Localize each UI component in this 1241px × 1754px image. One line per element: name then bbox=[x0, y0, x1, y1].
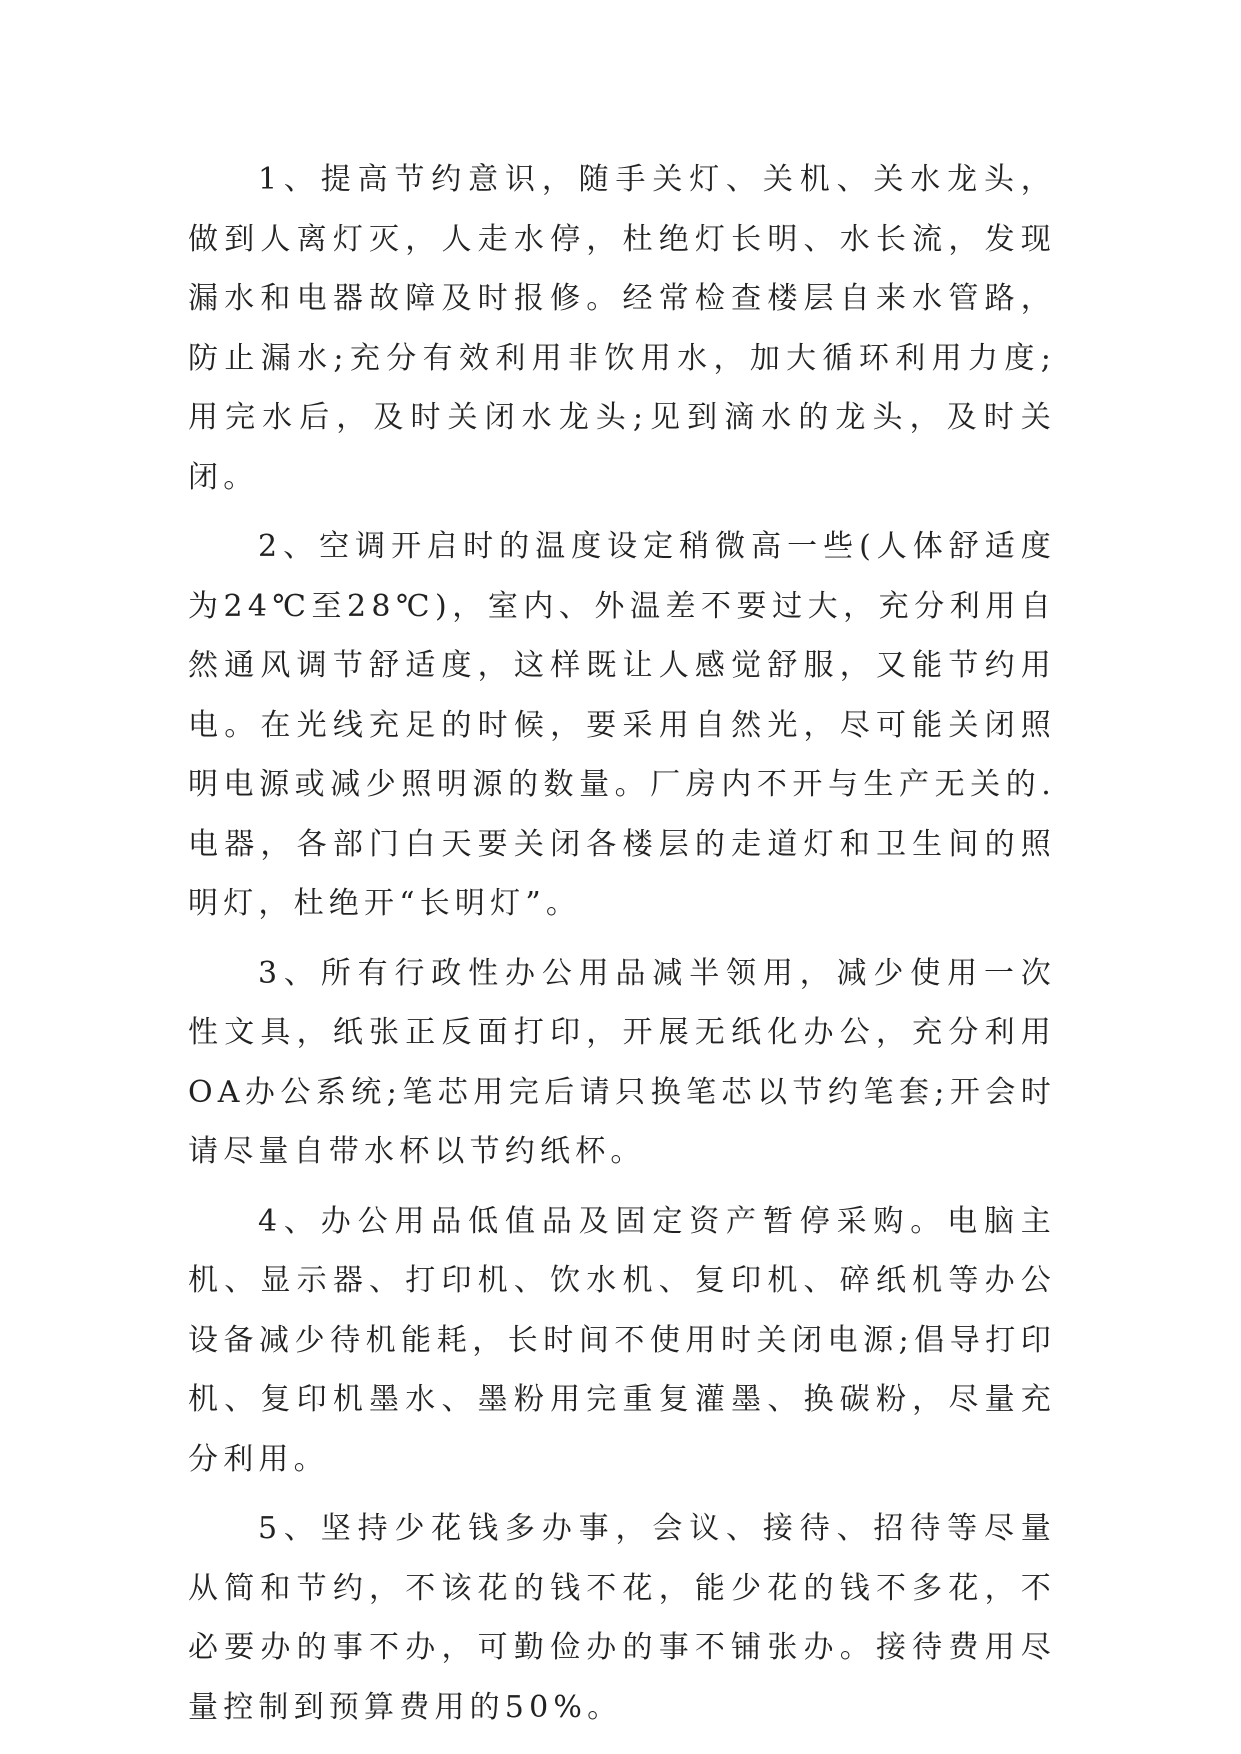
paragraph-1: 1、提高节约意识，随手关灯、关机、关水龙头，做到人离灯灭，人走水停，杜绝灯长明、水长流，发现漏水和电器故障及时报修。经常检查楼层自来水管路，防止漏水;充分有效利用非饮用水，加大循环利用力度;用完水后，及时关闭水龙头;见到滴水的龙头，及时关闭。 bbox=[188, 162, 1056, 495]
paragraph-3: 3、所有行政性办公用品减半领用，减少使用一次性文具，纸张正反面打印，开展无纸化办公，充分利用OA办公系统;笔芯用完后请只换笔芯以节约笔套;开会时请尽量自带水杯以节约纸杯。 bbox=[188, 955, 1056, 1169]
paragraph-4: 4、办公用品低值品及固定资产暂停采购。电脑主机、显示器、打印机、饮水机、复印机、碎纸机等办公设备减少待机能耗，长时间不使用时关闭电源;倡导打印机、复印机墨水、墨粉用完重复灌墨、换碳粉，尽量充分利用。 bbox=[188, 1203, 1056, 1477]
paragraph-5: 5、坚持少花钱多办事，会议、接待、招待等尽量从简和节约，不该花的钱不花，能少花的钱不多花，不必要办的事不办，可勤俭办的事不铺张办。接待费用尽量控制到预算费用的50%。 bbox=[188, 1511, 1056, 1725]
paragraph-2: 2、空调开启时的温度设定稍微高一些(人体舒适度为24℃至28℃)，室内、外温差不要过大，充分利用自然通风调节舒适度，这样既让人感觉舒服，又能节约用电。在光线充足的时候，要采用自然光，尽可能关闭照明电源或减少照明源的数量。厂房内不开与生产无关的.电器，各部门白天要关闭各楼层的走道灯和卫生间的照明灯，杜绝开“长明灯”。 bbox=[188, 529, 1056, 921]
document-body bbox=[188, 150, 1056, 1747]
